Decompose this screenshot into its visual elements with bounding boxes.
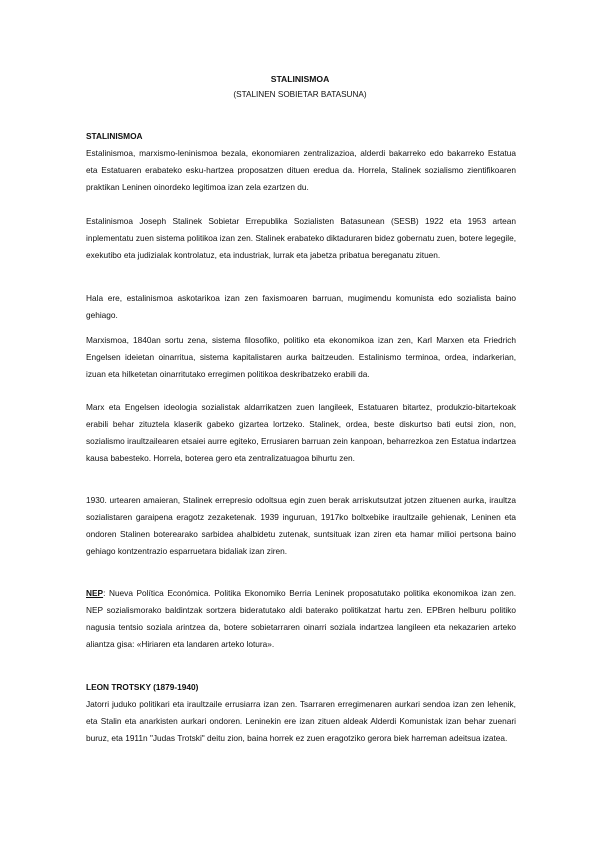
paragraph-trotsky: Jatorri juduko politikari eta iraultzaile errusiarra izan zen. Tsarraren erregimenaren aurkari sendoa izan zen lehenik, eta Stalin eta anarkisten aurkari ondoren. Leninekin ere izan zituen aldeak Alderdi Komunistak izan behar zuenari buruz, eta 1911n "Judas Trotski" deitu zion, baina horrek ez zuen eragotziko gerora biek harreman adeitsua izatea. <box>86 699 516 743</box>
paragraph-marxism: Marxismoa, 1840an sortu zena, sistema filosofiko, politiko eta ekonomikoa izan zen, Karl Marxen eta Friedrich Engelsen ideietan oinarritua, sistema kapitalistaren aurka baitzeuden. Estalinismo terminoa, ordea, indarkerian, izuan eta hilketetan oinarritutako erregimen politikoa deskribatzeko erabili da. <box>86 335 516 379</box>
paragraph-block-4 <box>86 332 516 383</box>
document-title: STALINISMOA <box>270 74 330 84</box>
paragraph-fascism: Hala ere, estalinismoa askotarikoa izan zen faxismoaren barruan, mugimendu komunista edo sozialista baino gehiago. <box>86 293 516 320</box>
paragraph-block-nep <box>86 585 516 653</box>
stalinismoa-section <box>86 128 516 196</box>
paragraph-nep <box>86 585 516 653</box>
nep-definition: : Nueva Política Económica. Politika Ekonomiko Berria Leninek proposatutako politika ekonomikoa izan zen. NEP sozialismorako baldintzak sortzera bideratutako aldi baterako politikatzat hartu zen. EPBren helburu politiko nagusia tentsio soziala arintzea da, botere sobietarraren oinarri soziala indartzea langileen eta nekazarien arteko aliantza gisa: «Hiriaren eta landaren arteko lotura». <box>86 588 516 649</box>
section-heading-stalinismoa: STALINISMOA <box>86 131 143 141</box>
paragraph-block-3 <box>86 290 516 324</box>
trotsky-section <box>86 679 516 747</box>
paragraph-block-5 <box>86 399 516 467</box>
paragraph-repression: 1930. urtearen amaieran, Stalinek errepresio odoltsua egin zuen berak arriskutsutzat jotzen zituenen aurka, iraultza sozialistaren garaipena eragotz zezaketenak. 1939 inguruan, 1917ko boltxebike iraultzaile gehienak, Leninen eta ondoren Stalinen boterearako sarbidea ahalbidetu zutenak, suntsituak izan ziren eta hamar milioi pertsona baino gehiago kontzentrazio esparruetara bidaliak izan ziren. <box>86 495 516 556</box>
paragraph-block-6 <box>86 492 516 560</box>
paragraph-definition: Estalinismoa, marxismo-leninismoa bezala, ekonomiaren zentralizazioa, alderdi bakarreko edo bakarreko Estatua eta Estatuaren erabateko esku-hartzea proposatzen dituen eredua da. Horrela, Stalinek sozialismo zientifikoaren praktikan Leninen oinordeko legitimoa izan zela ezartzen du. <box>86 148 516 192</box>
paragraph-block-2 <box>86 213 516 264</box>
nep-term: NEP <box>86 588 104 598</box>
paragraph-ideology: Marx eta Engelsen ideologia sozialistak aldarrikatzen zuen langileek, Estatuaren bitartez, produkzio-bitartekoak erabili behar zituztela klaserik gabeko gizartea lortzeko. Stalinek, ordea, beste diskurtso bati eutsi zion, non, sozialismo iraultzailearen etsaiei aurre egiteko, Errusiaren barruan zein kanpoan, beharrezkoa zen Estatua indartzea kausa babesteko. Horrela, boterea gero eta zentralizatuagoa bihurtu zen. <box>86 402 516 463</box>
paragraph-history: Estalinismoa Joseph Stalinek Sobietar Errepublika Sozialisten Batasunean (SESB) 1922 eta 1953 artean inplementatu zuen sistema politikoa izan zen. Stalinek erabateko diktaduraren bidez gobernatu zuen, botere legegile, exekutibo eta judizialak kontrolatuz, eta industriak, lurrak eta jabetza pribatua bereganatu zituen. <box>86 216 516 260</box>
document-subtitle: (STALINEN SOBIETAR BATASUNA) <box>233 90 367 99</box>
section-heading-trotsky: LEON TROTSKY (1879-1940) <box>86 682 199 692</box>
